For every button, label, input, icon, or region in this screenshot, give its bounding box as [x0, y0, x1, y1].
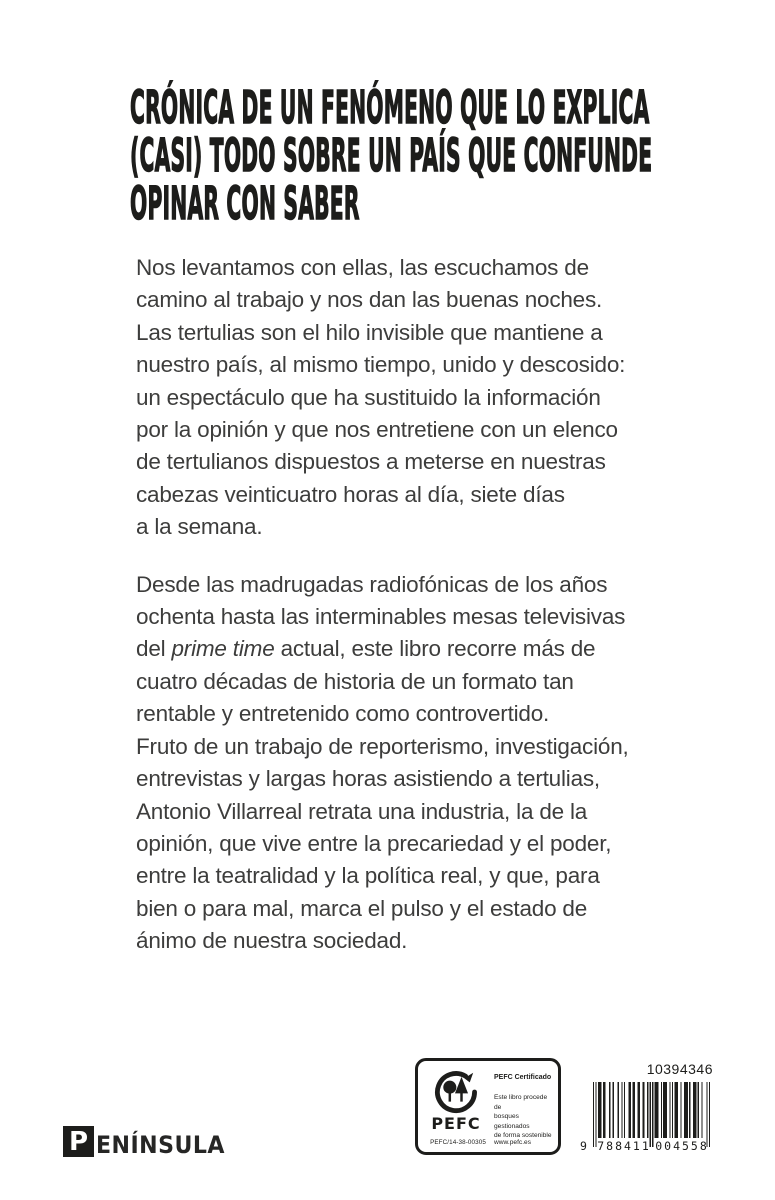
pefc-license-code: PEFC/14-38-00305 — [430, 1139, 486, 1146]
barcode-first-digit: 9 — [580, 1139, 587, 1153]
pefc-trees-icon — [434, 1070, 478, 1114]
barcode-right-digits: 004558 — [655, 1139, 709, 1153]
pefc-certification-label — [415, 1058, 561, 1155]
peninsula-logo-square-icon — [63, 1126, 94, 1157]
ean13-barcode-icon — [593, 1082, 711, 1147]
peninsula-logo-initial: P — [68, 1127, 89, 1157]
peninsula-logo — [63, 1126, 236, 1157]
pefc-acronym: PEFC — [431, 1114, 481, 1133]
synopsis-paragraph-2: Desde las madrugadas radiofónicas de los años ochenta hasta las interminables mesas televisivas del prime time actual, este libro recorre más de cuatro décadas de historia de un formato tan rentable y entretenido como controvertido. Fruto de un trabajo de reporterismo, investigación, entrevistas y largas horas asistiendo a tertulias, Antonio Villarreal retrata una industria, la de la opinión, que vive entre la precariedad y el poder, entre la teatralidad y la política real, y que, para bien o para mal, marca el pulso y el estado de ánimo de nuestra sociedad. — [136, 571, 629, 954]
barcode-product-number: 10394346 — [646, 1061, 713, 1077]
pefc-description: Este libro procede de bosques gestionados de forma sostenible — [494, 1094, 552, 1139]
synopsis-paragraph-1: Nos levantamos con ellas, las escuchamos de camino al trabajo y nos dan las buenas noches. Las tertulias son el hilo invisible que mantiene a nuestro país, al mismo tiempo, unido y descosido: un espectáculo que ha sustituido la información por la opinión y que nos entretiene con un elenco de tertulianos dispuestos a meterse en nuestras cabezas veinticuatro horas al día, siete días a la semana. — [136, 255, 626, 540]
pefc-website: www.pefc.es — [494, 1139, 532, 1146]
barcode-left-digits: 788411 — [597, 1139, 651, 1153]
synopsis — [136, 252, 716, 958]
headline: CRÓNICA DE UN FENÓMENO QUE LO EXPLICA (CASI) TODO SOBRE UN PAÍS QUE CONFUNDE OPINAR CON SABER — [130, 81, 653, 230]
pefc-certified-title: PEFC Certificado — [494, 1074, 552, 1081]
peninsula-logo-text: ENÍNSULA — [96, 1131, 225, 1159]
